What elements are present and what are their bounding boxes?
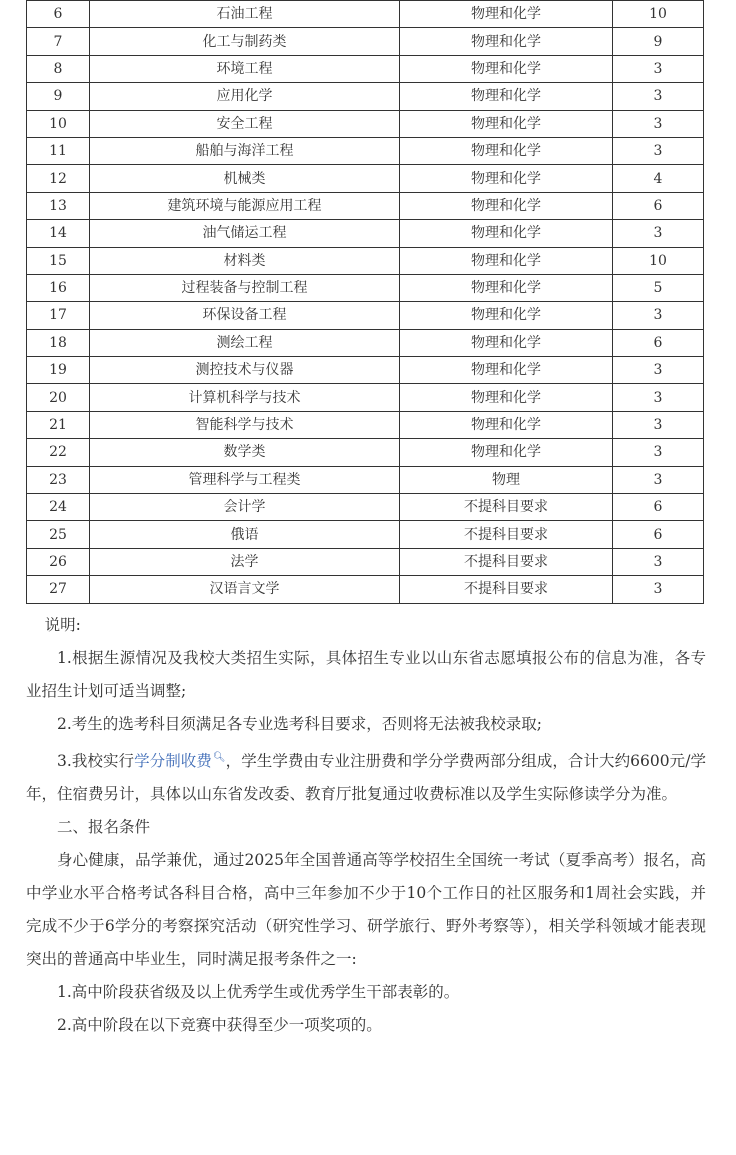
table-row (27, 1, 704, 28)
notes-section (26, 609, 706, 1042)
major-name-cell: 会计学 (90, 494, 400, 521)
plan-count-cell: 3 (613, 548, 704, 575)
major-name-cell: 安全工程 (90, 110, 400, 137)
tuition-link-label: 学分制收费 (134, 752, 212, 771)
subject-requirement-cell: 物理 (400, 466, 613, 493)
plan-count-cell: 6 (613, 521, 704, 548)
major-name-cell: 数学类 (90, 439, 400, 466)
row-number-cell: 21 (27, 411, 90, 438)
condition-item-2: 2.高中阶段在以下竞赛中获得至少一项奖项的。 (57, 1016, 382, 1035)
row-number-cell: 12 (27, 165, 90, 192)
row-number-cell: 16 (27, 274, 90, 301)
major-name-cell: 计算机科学与技术 (90, 384, 400, 411)
subject-requirement-cell: 物理和化学 (400, 137, 613, 164)
subject-requirement-cell: 物理和化学 (400, 302, 613, 329)
plan-count-cell: 6 (613, 329, 704, 356)
table-row (27, 247, 704, 274)
condition-item-1: 1.高中阶段获省级及以上优秀学生或优秀学生干部表彰的。 (57, 983, 460, 1002)
table-row (27, 576, 704, 603)
subject-requirement-cell: 物理和化学 (400, 83, 613, 110)
subject-requirement-cell: 物理和化学 (400, 274, 613, 301)
major-name-cell: 石油工程 (90, 1, 400, 28)
search-icon: 🔍︎ (212, 752, 226, 763)
plan-count-cell: 3 (613, 411, 704, 438)
row-number-cell: 7 (27, 28, 90, 55)
plan-count-cell: 9 (613, 28, 704, 55)
table-row (27, 83, 704, 110)
subject-requirement-cell: 物理和化学 (400, 220, 613, 247)
table-row (27, 192, 704, 219)
plan-count-cell: 3 (613, 83, 704, 110)
notes-heading: 说明: (44, 616, 81, 634)
table-row (27, 384, 704, 411)
plan-count-cell: 10 (613, 1, 704, 28)
plan-count-cell: 3 (613, 384, 704, 411)
major-name-cell: 化工与制药类 (90, 28, 400, 55)
row-number-cell: 20 (27, 384, 90, 411)
row-number-cell: 23 (27, 466, 90, 493)
plan-count-cell: 6 (613, 494, 704, 521)
subject-requirement-cell: 物理和化学 (400, 384, 613, 411)
row-number-cell: 10 (27, 110, 90, 137)
subject-requirement-cell: 不提科目要求 (400, 548, 613, 575)
major-name-cell: 法学 (90, 548, 400, 575)
plan-count-cell: 3 (613, 220, 704, 247)
table-row (27, 165, 704, 192)
major-name-cell: 管理科学与工程类 (90, 466, 400, 493)
row-number-cell: 25 (27, 521, 90, 548)
plan-count-cell: 3 (613, 110, 704, 137)
major-name-cell: 油气储运工程 (90, 220, 400, 247)
row-number-cell: 19 (27, 357, 90, 384)
subject-requirement-cell: 物理和化学 (400, 439, 613, 466)
table-row (27, 548, 704, 575)
plan-count-cell: 3 (613, 137, 704, 164)
table-row (27, 137, 704, 164)
note-item-3-suffix: ，学生学费由专业注册费和学分学费两部分组成，合计大约6600元/学年，住宿费另计，具体以山东省发改委、教育厅批复通过收费标准以及学生实际修读学分为准。 (26, 752, 706, 804)
subject-requirement-cell: 不提科目要求 (400, 576, 613, 603)
note-item-1: 1.根据生源情况及我校大类招生实际，具体招生专业以山东省志愿填报公布的信息为准，各专业招生计划可适当调整; (26, 649, 706, 700)
subject-requirement-cell: 物理和化学 (400, 247, 613, 274)
table-row (27, 220, 704, 247)
major-name-cell: 智能科学与技术 (90, 411, 400, 438)
plan-count-cell: 3 (613, 357, 704, 384)
table-row (27, 494, 704, 521)
subject-requirement-cell: 物理和化学 (400, 110, 613, 137)
row-number-cell: 14 (27, 220, 90, 247)
note-item-2: 2.考生的选考科目须满足各专业选考科目要求，否则将无法被我校录取; (57, 715, 543, 733)
subject-requirement-cell: 不提科目要求 (400, 521, 613, 548)
subject-requirement-cell: 物理和化学 (400, 357, 613, 384)
plan-count-cell: 5 (613, 274, 704, 301)
tuition-link[interactable] (134, 752, 226, 770)
major-name-cell: 应用化学 (90, 83, 400, 110)
row-number-cell: 13 (27, 192, 90, 219)
subject-requirement-cell: 物理和化学 (400, 165, 613, 192)
row-number-cell: 18 (27, 329, 90, 356)
subject-requirement-cell: 不提科目要求 (400, 494, 613, 521)
major-name-cell: 环保设备工程 (90, 302, 400, 329)
table-row (27, 28, 704, 55)
plan-count-cell: 4 (613, 165, 704, 192)
row-number-cell: 17 (27, 302, 90, 329)
plan-count-cell: 10 (613, 247, 704, 274)
major-name-cell: 测绘工程 (90, 329, 400, 356)
subject-requirement-cell: 物理和化学 (400, 329, 613, 356)
row-number-cell: 6 (27, 1, 90, 28)
table-row (27, 274, 704, 301)
row-number-cell: 9 (27, 83, 90, 110)
subject-requirement-cell: 物理和化学 (400, 55, 613, 82)
table-row (27, 521, 704, 548)
major-name-cell: 环境工程 (90, 55, 400, 82)
note-item-3 (26, 741, 706, 811)
table-row (27, 411, 704, 438)
subject-requirement-cell: 物理和化学 (400, 28, 613, 55)
major-name-cell: 测控技术与仪器 (90, 357, 400, 384)
plan-count-cell: 3 (613, 439, 704, 466)
subject-requirement-cell: 物理和化学 (400, 192, 613, 219)
section-heading: 二、报名条件 (57, 818, 151, 837)
major-name-cell: 船舶与海洋工程 (90, 137, 400, 164)
major-name-cell: 建筑环境与能源应用工程 (90, 192, 400, 219)
table-row (27, 439, 704, 466)
major-name-cell: 汉语言文学 (90, 576, 400, 603)
row-number-cell: 22 (27, 439, 90, 466)
note-item-3-prefix: 3.我校实行 (57, 752, 135, 771)
row-number-cell: 26 (27, 548, 90, 575)
eligibility-paragraph: 身心健康，品学兼优，通过2025年全国普通高等学校招生全国统一考试（夏季高考）报名，高中学业水平合格考试各科目合格，高中三年参加不少于10个工作日的社区服务和1周社会实践，并完成不少于6学分的考察探究活动（研究性学习、研学旅行、野外考察等），相关学科领域才能表现突出的普通高中毕业生，同时满足报考条件之一: (26, 851, 706, 969)
table-row (27, 357, 704, 384)
subject-requirement-cell: 物理和化学 (400, 1, 613, 28)
subject-requirement-cell: 物理和化学 (400, 411, 613, 438)
table-row (27, 466, 704, 493)
row-number-cell: 15 (27, 247, 90, 274)
enrollment-plan-table (26, 0, 704, 604)
row-number-cell: 11 (27, 137, 90, 164)
row-number-cell: 8 (27, 55, 90, 82)
major-name-cell: 过程装备与控制工程 (90, 274, 400, 301)
plan-count-cell: 3 (613, 466, 704, 493)
table-row (27, 110, 704, 137)
plan-count-cell: 6 (613, 192, 704, 219)
row-number-cell: 27 (27, 576, 90, 603)
table-body (27, 1, 704, 604)
row-number-cell: 24 (27, 494, 90, 521)
table-row (27, 55, 704, 82)
plan-count-cell: 3 (613, 302, 704, 329)
table-row (27, 302, 704, 329)
major-name-cell: 机械类 (90, 165, 400, 192)
plan-count-cell: 3 (613, 55, 704, 82)
plan-count-cell: 3 (613, 576, 704, 603)
major-name-cell: 俄语 (90, 521, 400, 548)
major-name-cell: 材料类 (90, 247, 400, 274)
table-row (27, 329, 704, 356)
